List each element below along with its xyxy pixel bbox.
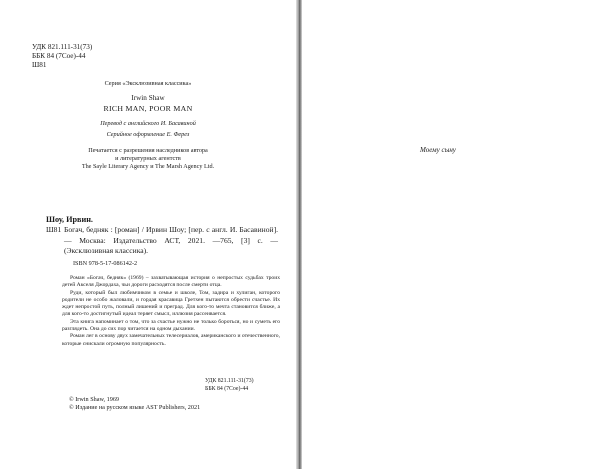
annotation xyxy=(62,275,280,348)
copyright-publisher: © Издание на русском языке AST Publishers, 2021 xyxy=(69,404,201,412)
bottom-bbk: ББК 84 (7Сое)-44 xyxy=(205,385,249,392)
copyright-author: © Irwin Shaw, 1969 xyxy=(69,396,120,403)
translation-credit: Перевод с английского И. Басавиной xyxy=(100,120,196,127)
catalog-record xyxy=(46,215,278,257)
copyright-block xyxy=(69,396,200,413)
series-name: Серия «Эксклюзивная классика» xyxy=(104,80,192,87)
annotation-paragraph-2: Руди, который был любимчиком в семье и школе, Том, задира и хулиган, которого родители не особо жаловали, и гордая красавица Гретхен пытаются обрести счастье. Их ждет непростой путь, полный лишений и преград. Для кого-то мечта становится ближе, а для кого-то достигнутый идеал теряет смысл, иллюзия рассеивается. xyxy=(62,289,280,318)
isbn: ISBN 978-5-17-086142-2 xyxy=(73,260,138,267)
bbk-code: ББК 84 (7Сое)-44 xyxy=(32,52,86,60)
left-page xyxy=(0,0,296,469)
annotation-paragraph-1: Роман «Богач, бедняк» (1969) – захватывающая история о непростых судьбах троих детей Акселя Джордаха, чьи дороги расходятся после смерти отца. xyxy=(62,275,280,289)
catalog-heading: Шоу, Ирвин. xyxy=(46,215,93,224)
right-page xyxy=(302,0,600,469)
author-name: Irwin Shaw xyxy=(131,94,165,102)
udk-code: УДК 821.111-31(73) xyxy=(32,43,93,51)
catalog-text: Богач, бедняк : [роман] / Ирвин Шоу; [пер. с англ. И. Басавиной]. — Москва: Издательство АСТ, 2021. —765, [3] с. — (Эксклюзивная классика). xyxy=(64,225,278,255)
permission-line-1: Печатается с разрешения наследников автора xyxy=(88,147,208,154)
dedication: Моему сыну xyxy=(420,146,456,154)
permission-line-2: и литературных агентств xyxy=(115,155,181,162)
author-code: Ш81 xyxy=(32,61,47,69)
catalog-number: Ш81 xyxy=(46,225,62,234)
permission-line-3: The Sayle Literary Agency и The Marsh Agency Ltd. xyxy=(81,163,215,170)
bottom-codes xyxy=(205,378,254,393)
bottom-udk: УДК 821.111-31(73) xyxy=(205,378,254,384)
annotation-paragraph-3: Эта книга напоминает о том, что за счастье нужно не только бороться, но и суметь его разглядеть. Она до сих пор читается на одном дыхании. xyxy=(62,318,280,333)
annotation-paragraph-4: Роман лег в основу двух замечательных телесериалов, американского и отечественного, которые снискали огромную популярность. xyxy=(62,333,280,347)
design-credit: Серийное оформление Е. Ферез xyxy=(106,131,190,138)
book-title: RICH MAN, POOR MAN xyxy=(103,104,193,113)
